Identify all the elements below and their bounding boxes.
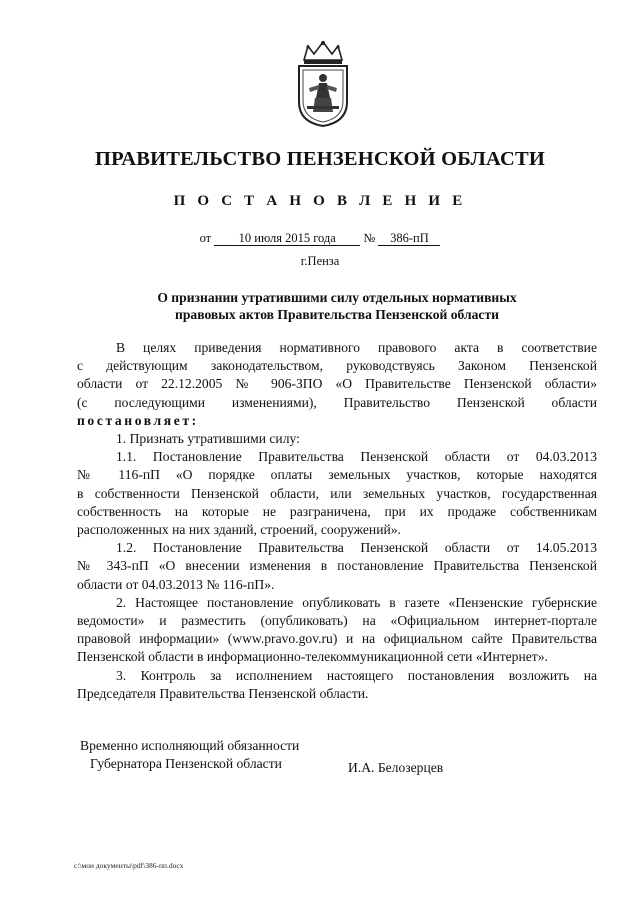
signatory-name: И.А. Белозерцев <box>348 760 444 775</box>
item-2-line: правовой информации» (www.pravo.gov.ru) и на официальном сайте Правительства <box>77 631 597 647</box>
item-1-1-line: расположенных на них зданий, строений, сооружений». <box>77 522 401 538</box>
preamble-line: с действующим законодательством, руководствуясь Законом Пензенской <box>77 358 597 374</box>
title-line: О признании утратившими силу отдельных нормативных <box>157 290 517 305</box>
item-1-2-line: области от 04.03.2013 № 116-пП». <box>77 576 275 592</box>
item-2-line: Пензенской области в информационно-телекоммуникационной сети «Интернет». <box>77 649 548 665</box>
item-2-line: ведомости» и разместить (опубликовать) на «Официальном интернет-портале <box>77 613 597 629</box>
item-1-2-line: 1.2. Постановление Правительства Пензенской области от 14.05.2013 <box>116 540 597 556</box>
item-1-1-line: в собственности Пензенской области, или земельных участков, государственная <box>77 485 597 501</box>
preamble-line: В целях приведения нормативного правового акта в соответствие <box>116 340 597 355</box>
coat-of-arms-icon <box>292 40 354 128</box>
signatory-position: Губернатора Пензенской области <box>90 756 282 771</box>
item-1-1-line: № 116-пП «О порядке оплаты земельных участков, которые находятся <box>77 467 597 483</box>
document-type: П О С Т А Н О В Л Е Н И Е <box>173 193 467 209</box>
document-body <box>77 339 597 703</box>
item-3-line: Председателя Правительства Пензенской области. <box>77 685 369 701</box>
document-number: 386-пП <box>378 231 440 246</box>
signatory-position: Временно исполняющий обязанности <box>80 738 300 753</box>
title-line: правовых актов Правительства Пензенской области <box>175 307 499 322</box>
item-1-2-line: № 343-пП «О внесении изменения в постановление Правительства Пензенской <box>77 558 597 574</box>
item-2-line: 2. Настоящее постановление опубликовать в газете «Пензенские губернские <box>116 594 597 610</box>
item-1-1-line: 1.1. Постановление Правительства Пензенской области от 04.03.2013 <box>116 449 597 465</box>
item-1-1-line: собственность на которые не разграничена, при их продаже собственникам <box>77 503 597 519</box>
government-name: ПРАВИТЕЛЬСТВО ПЕНЗЕНСКОЙ ОБЛАСТИ <box>95 148 545 170</box>
city: г.Пенза <box>300 254 340 268</box>
document-date: 10 июля 2015 года <box>214 231 360 246</box>
preamble-line: области от 22.12.2005 № 906-ЗПО «О Правительстве Пензенской области» <box>77 376 597 392</box>
number-sign: № <box>363 231 376 245</box>
document-date-number <box>0 231 640 246</box>
resolves-line <box>77 412 597 430</box>
from-label: от <box>199 231 212 245</box>
item-3-line: 3. Контроль за исполнением настоящего постановления возложить на <box>116 667 597 683</box>
resolves-word: постановляет: <box>77 412 199 428</box>
preamble-line: (с последующими изменениями), Правительство Пензенской области <box>77 394 597 410</box>
item-1: 1. Признать утратившими силу: <box>116 431 300 447</box>
file-path: c:\мои документы\pdf\386-пп.docx <box>74 861 184 870</box>
document-title <box>90 289 584 323</box>
